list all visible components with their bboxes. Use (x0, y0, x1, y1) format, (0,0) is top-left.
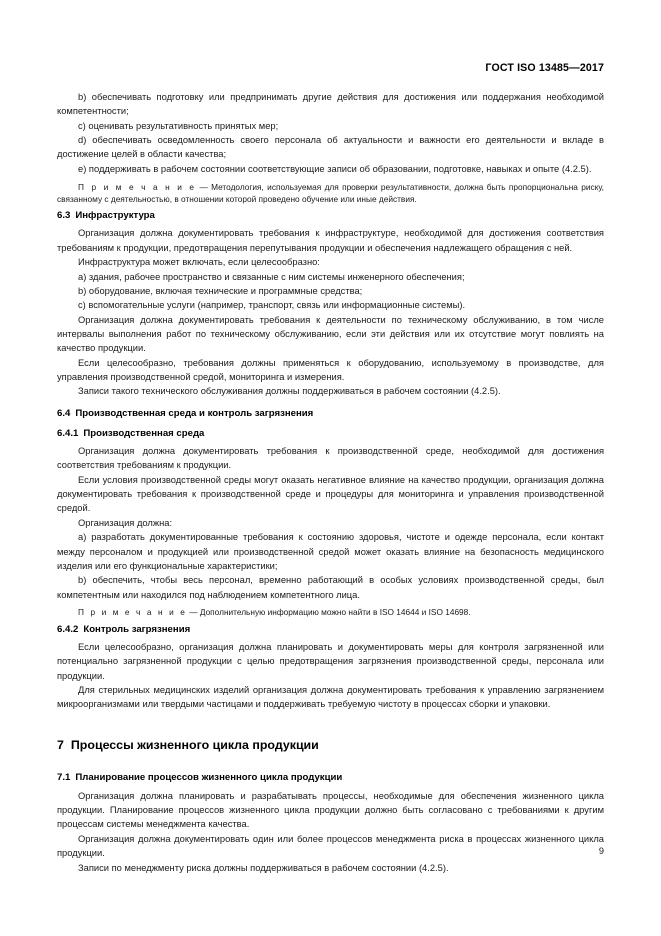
para-7-1-risk-management: Организация должна документировать один или более процессов менеджмента риска в процессах жизненного цикла продукции. (57, 833, 604, 859)
para-6-3-infrastructure-requirements: Организация должна документировать требования к инфраструктуре, необходимой для достижения соответствия требованиям к продукции, предотвращения перепутывания продукции и обеспечения надлежащего обращения с ней. (57, 228, 604, 253)
list-item-6-3-c: c) вспомогательные услуги (например, транспорт, связь или информационные системы). (78, 300, 466, 311)
spacer (57, 712, 604, 737)
heading-6-4-number: 6.4 (57, 408, 71, 420)
heading-6-4 (57, 407, 604, 421)
heading-6-4-1-number: 6.4.1 (57, 427, 79, 439)
list-item-c-effectiveness: c) оценивать результативность принятых мер; (78, 120, 279, 131)
page-header: ГОСТ ISO 13485—2017 (485, 62, 604, 74)
para-6-3-equipment: Если целесообразно, требования должны применяться к оборудованию, используемому в производстве, для управления производственной средой, мониторинга и измерения. (57, 357, 604, 382)
heading-7-number: 7 (57, 737, 64, 752)
para-6-4-2-contamination-control: Если целесообразно, организация должна планировать и документировать меры для контроля загрязненной или потенциально загрязненной продукции с целью предотвращения загрязнения производственной среды, персонала или продукции. (57, 642, 604, 681)
heading-7 (57, 737, 604, 754)
heading-6-4-1 (57, 427, 604, 441)
heading-6-4-2-number: 6.4.2 (57, 623, 79, 635)
para-7-1-records: Записи по менеджменту риска должны поддерживаться в рабочем состоянии (4.2.5). (78, 862, 449, 873)
note-2 (57, 606, 604, 618)
heading-7-1-number: 7.1 (57, 771, 71, 783)
note-block-1 (57, 181, 604, 205)
heading-6-3 (57, 209, 604, 223)
para-6-4-1-org-shall: Организация должна: (78, 517, 173, 528)
heading-6-4-2-title: Контроль загрязнения (83, 623, 191, 635)
para-6-4-1-conditions: Если условия производственной среды могут оказать негативное влияние на качество продукции, организация должна документировать требования к производственной среде и процедуры для мониторинга и управления производственной средой. (57, 474, 604, 514)
heading-6-3-number: 6.3 (57, 209, 71, 221)
heading-6-3-title: Инфраструктура (75, 209, 155, 221)
list-item-6-4-1-a: a) разработать документированные требования к состоянию здоровья, чистоте и одежде персонала, если контакт между персоналом и продукцией или производственной средой может оказать влияние на безопасность медицинского изделия или его функциональные характеристики; (57, 532, 604, 571)
note-text: — Дополнительную информацию можно найти в ISO 14644 и ISO 14698. (186, 607, 471, 618)
note-text: — Методология, используемая для проверки результативности, должна быть пропорциональна риску, связанному с деятельностью, в отношении которой проведено обучение или иные действия. (57, 181, 604, 204)
page-number: 9 (598, 846, 604, 856)
heading-6-4-1-title: Производственная среда (83, 427, 205, 439)
page-content (57, 90, 604, 875)
para-6-4-1-work-environment: Организация должна документировать требования к производственной среде, необходимой для достижения соответствия требованиям к продукции. (57, 446, 604, 471)
note-label: П р и м е ч а н и е (78, 607, 187, 618)
list-item-b-competence: b) обеспечивать подготовку или предпринимать другие действия для достижения или поддержания необходимой компетентности; (57, 92, 604, 117)
para-6-3-maintenance: Организация должна документировать требования к деятельности по техническому обслуживанию, в том числе интервалы выполнения работ по техническому обслуживанию, если эти действия или их отсутствие могут повлиять на качество продукции. (57, 314, 604, 354)
para-6-4-2-sterile-devices: Для стерильных медицинских изделий организация должна документировать требования к управлению загрязнением микроорганизмами или твердыми частицами и поддерживать требуемую чистоту в процессах сборки и упаковки. (57, 685, 604, 710)
list-item-6-3-b: b) оборудование, включая технические и программные средства; (78, 285, 363, 296)
para-7-1-planning: Организация должна планировать и разрабатывать процессы, необходимые для обеспечения жизненного цикла продукции. Планирование процессов жизненного цикла продукции должно быть согласовано с требованиями к другим процессам системы менеджмента качества. (57, 790, 604, 830)
list-item-6-3-a: a) здания, рабочее пространство и связанные с ним системы инженерного обеспечения; (78, 271, 465, 282)
note-1 (57, 181, 604, 205)
list-item-6-4-1-b: b) обеспечить, чтобы весь персонал, временно работающий в особых условиях производственной среды, был компетентным или находился под наблюдением компетентного лица. (57, 575, 604, 600)
note-label: П р и м е ч а н и е (78, 181, 197, 192)
list-item-d-awareness: d) обеспечивать осведомленность своего персонала об актуальности и важности его деятельности и вкладе в достижение целей в области качества; (57, 135, 604, 160)
heading-6-4-title: Производственная среда и контроль загрязнения (75, 408, 314, 420)
spacer (57, 399, 604, 408)
heading-7-title: Процессы жизненного цикла продукции (70, 737, 319, 752)
heading-7-1 (57, 771, 604, 785)
note-block-2 (57, 606, 604, 618)
para-6-3-records: Записи такого технического обслуживания должны поддерживаться в рабочем состоянии (4.2.5). (78, 386, 501, 397)
heading-7-1-title: Планирование процессов жизненного цикла продукции (75, 771, 343, 783)
heading-6-4-2 (57, 623, 604, 637)
para-6-3-may-include: Инфраструктура может включать, если целесообразно: (78, 257, 320, 268)
list-item-e-records: e) поддерживать в рабочем состоянии соответствующие записи об образовании, подготовке, навыках и опыте (4.2.5). (78, 163, 592, 174)
spacer (57, 754, 604, 771)
